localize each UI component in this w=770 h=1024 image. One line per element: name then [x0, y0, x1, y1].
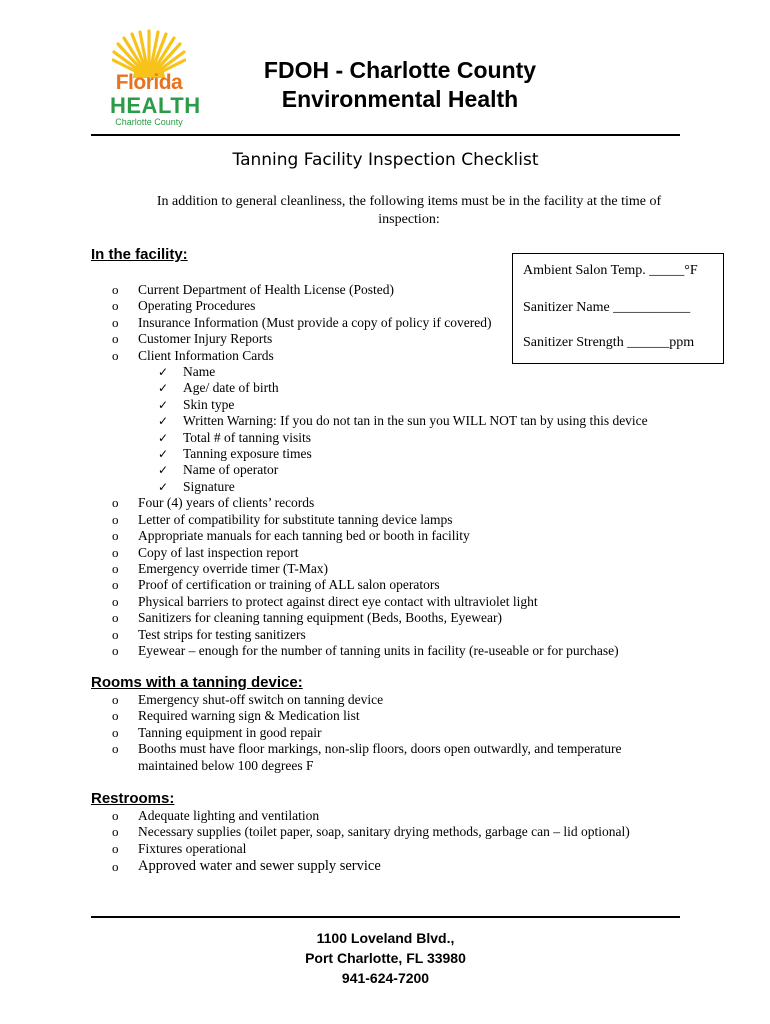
check-icon: ✓	[158, 381, 169, 396]
list-item: o Client Information Cards	[112, 347, 274, 363]
rooms-checklist	[91, 692, 658, 774]
logo-word-county: Charlotte County	[115, 117, 183, 127]
list-item: o Insurance Information (Must provide a copy of policy if covered)	[112, 314, 492, 330]
sub-list-item: ✓ Signature	[158, 478, 235, 494]
header-divider	[91, 134, 680, 136]
check-icon: ✓	[158, 397, 169, 412]
check-icon: ✓	[158, 479, 169, 494]
list-item: o Sanitizers for cleaning tanning equipment (Beds, Booths, Eyewear)	[112, 610, 503, 626]
check-icon: ✓	[158, 447, 169, 462]
list-item: o Test strips for testing sanitizers	[112, 626, 306, 642]
sub-list-item: ✓ Skin type	[158, 396, 235, 412]
list-item: o Current Department of Health License (Posted)	[112, 282, 395, 297]
list-item: o Emergency override timer (T-Max)	[112, 560, 329, 576]
document-title: Tanning Facility Inspection Checklist	[232, 150, 539, 170]
check-icon: ✓	[158, 463, 169, 478]
footer-city: Port Charlotte, FL 33980	[305, 950, 466, 966]
restrooms-checklist	[91, 808, 630, 876]
readings-box	[512, 253, 724, 364]
list-item: o Fixtures operational	[112, 840, 247, 856]
sub-list-item: ✓ Name	[158, 364, 216, 380]
ambient-temp-field[interactable]: Ambient Salon Temp. _____°F	[523, 263, 698, 278]
sub-list-item: ✓ Name of operator	[158, 462, 279, 478]
check-icon: ✓	[158, 365, 169, 380]
list-item: o Letter of compatibility for substitute tanning device lamps	[112, 511, 453, 527]
list-item: o Adequate lighting and ventilation	[112, 808, 320, 823]
org-title-line1: FDOH - Charlotte County	[263, 57, 537, 83]
list-item: o Required warning sign & Medication list	[112, 708, 360, 724]
list-item: o Booths must have floor markings, non-slip floors, doors open outwardly, and temperature maintained below 100 degrees F	[112, 741, 622, 773]
list-item: o Four (4) years of clients’ records	[112, 495, 315, 511]
list-item: o Approved water and sewer supply service	[112, 858, 381, 875]
list-item: o Eyewear – enough for the number of tanning units in facility (re-useable or for purchase)	[112, 642, 619, 658]
footer-divider	[91, 916, 680, 918]
intro-paragraph: In addition to general cleanliness, the following items must be in the facility at the time of inspection:	[156, 194, 662, 227]
list-item: o Customer Injury Reports	[112, 331, 273, 347]
florida-health-logo	[110, 28, 201, 132]
list-item: o Tanning equipment in good repair	[112, 724, 322, 740]
sub-list-item: ✓ Age/ date of birth	[158, 380, 279, 396]
sanitizer-name-field[interactable]: Sanitizer Name ___________	[523, 300, 691, 315]
list-item: o Operating Procedures	[112, 298, 256, 314]
org-title-line2: Environmental Health	[281, 86, 519, 112]
list-item: o Copy of last inspection report	[112, 544, 299, 560]
client-card-fields	[91, 364, 648, 495]
sanitizer-strength-field[interactable]: Sanitizer Strength ______ppm	[523, 335, 695, 350]
list-item: o Emergency shut-off switch on tanning device	[112, 692, 384, 707]
check-icon: ✓	[158, 414, 169, 429]
rooms-heading: Rooms with a tanning device:	[91, 674, 303, 691]
logo-word-florida: Florida	[115, 71, 183, 94]
list-item: o Necessary supplies (toilet paper, soap, sanitary drying methods, garbage can – lid optional)	[112, 824, 630, 840]
check-icon: ✓	[158, 430, 169, 445]
footer-street: 1100 Loveland Blvd.,	[316, 930, 455, 946]
sub-list-item: ✓ Total # of tanning visits	[158, 429, 312, 445]
footer-address	[91, 928, 680, 988]
logo-word-health: HEALTH	[110, 93, 201, 118]
sub-list-item: ✓ Tanning exposure times	[158, 446, 312, 462]
org-title	[200, 56, 600, 114]
restrooms-heading: Restrooms:	[91, 790, 175, 807]
footer-phone: 941-624-7200	[341, 970, 430, 986]
facility-heading: In the facility:	[91, 246, 188, 263]
list-item: o Physical barriers to protect against direct eye contact with ultraviolet light	[112, 593, 538, 609]
list-item: o Appropriate manuals for each tanning bed or booth in facility	[112, 528, 470, 544]
list-item: o Proof of certification or training of ALL salon operators	[112, 577, 440, 593]
sub-list-item: ✓ Written Warning: If you do not tan in the sun you WILL NOT tan by using this device	[158, 413, 648, 429]
